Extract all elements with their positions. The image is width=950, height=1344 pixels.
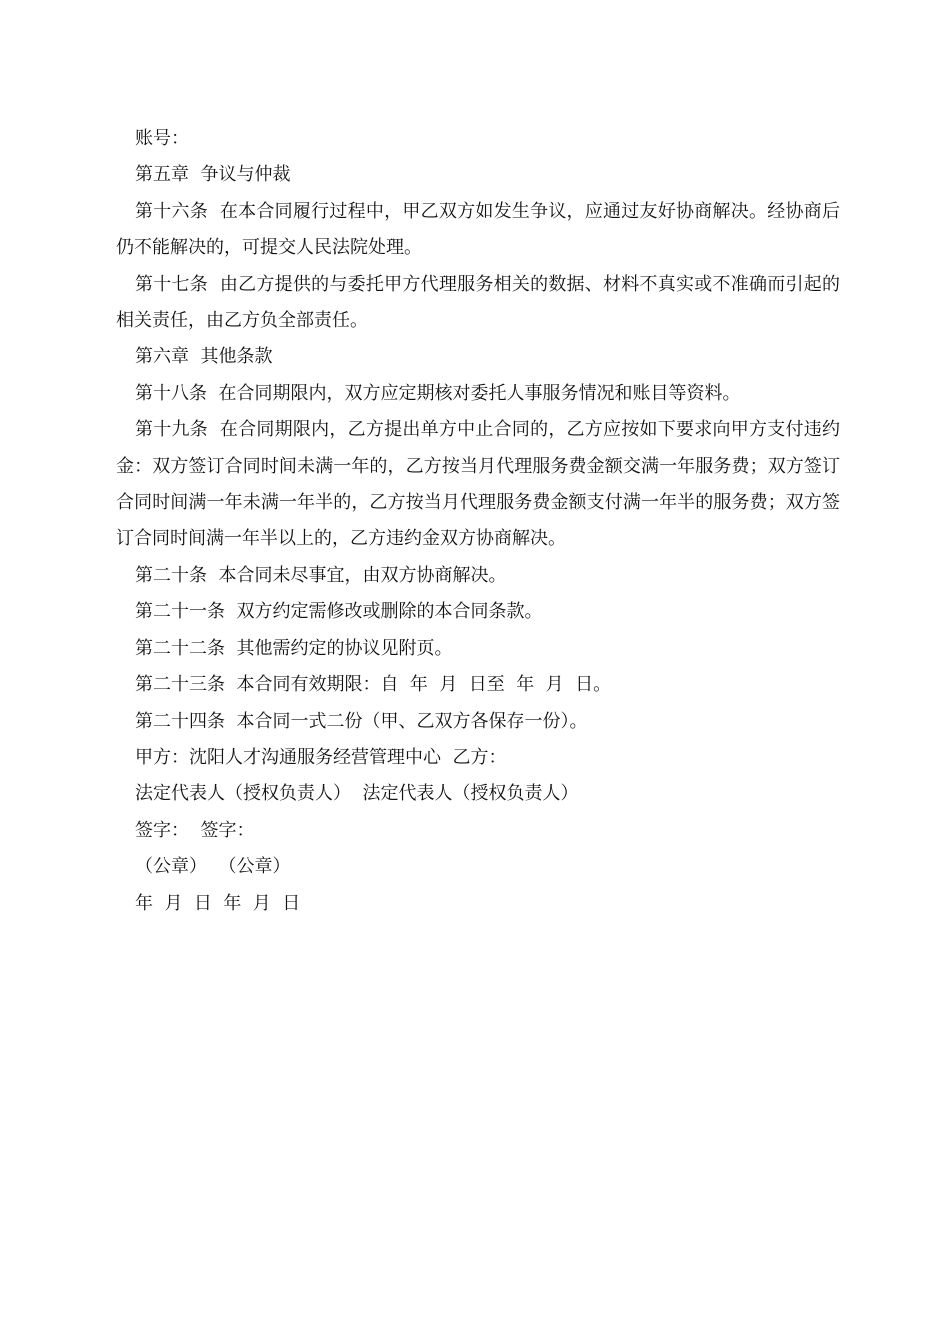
date-line: 年 月 日 年 月 日 (135, 892, 301, 914)
party-line: 甲方：沈阳人才沟通服务经营管理中心 乙方： (135, 746, 507, 768)
legal-representative-line: 法定代表人（授权负责人） 法定代表人（授权负责人） (135, 783, 579, 805)
seal-line: （公章） （公章） (135, 856, 291, 878)
account-line: 账号： (135, 128, 189, 149)
article-21: 第二十一条 双方约定需修改或删除的本合同条款。 (135, 601, 543, 623)
signature-line: 签字： 签字： (135, 819, 255, 841)
article-22: 第二十二条 其他需约定的协议见附页。 (135, 637, 453, 659)
chapter-6-heading: 第六章 其他条款 (135, 346, 273, 368)
chapter-5-heading: 第五章 争议与仲裁 (135, 164, 291, 186)
article-16: 第十六条 在本合同履行过程中，甲乙双方如发生争议，应通过友好协商解决。经协商后仍不能解决的，可提交人民法院处理。 (116, 200, 840, 259)
article-20: 第二十条 本合同未尽事宜，由双方协商解决。 (135, 564, 507, 586)
document-body (116, 121, 840, 922)
article-19: 第十九条 在合同期限内，乙方提出单方中止合同的，乙方应按如下要求向甲方支付违约金：双方签订合同时间未满一年的，乙方按当月代理服务费金额交满一年服务费；双方签订合同时间满一年未满一年半的，乙方按当月代理服务费金额支付满一年半的服务费；双方签订合同时间满一年半以上的，乙方违约金双方协商解决。 (116, 419, 840, 550)
article-23: 第二十三条 本合同有效期限：自 年 月 日至 年 月 日。 (135, 674, 612, 696)
article-24: 第二十四条 本合同一式二份（甲、乙双方各保存一份）。 (135, 710, 588, 732)
article-18: 第十八条 在合同期限内，双方应定期核对委托人事服务情况和账目等资料。 (135, 382, 741, 404)
article-17: 第十七条 由乙方提供的与委托甲方代理服务相关的数据、材料不真实或不准确而引起的相关责任，由乙方负全部责任。 (116, 273, 840, 332)
